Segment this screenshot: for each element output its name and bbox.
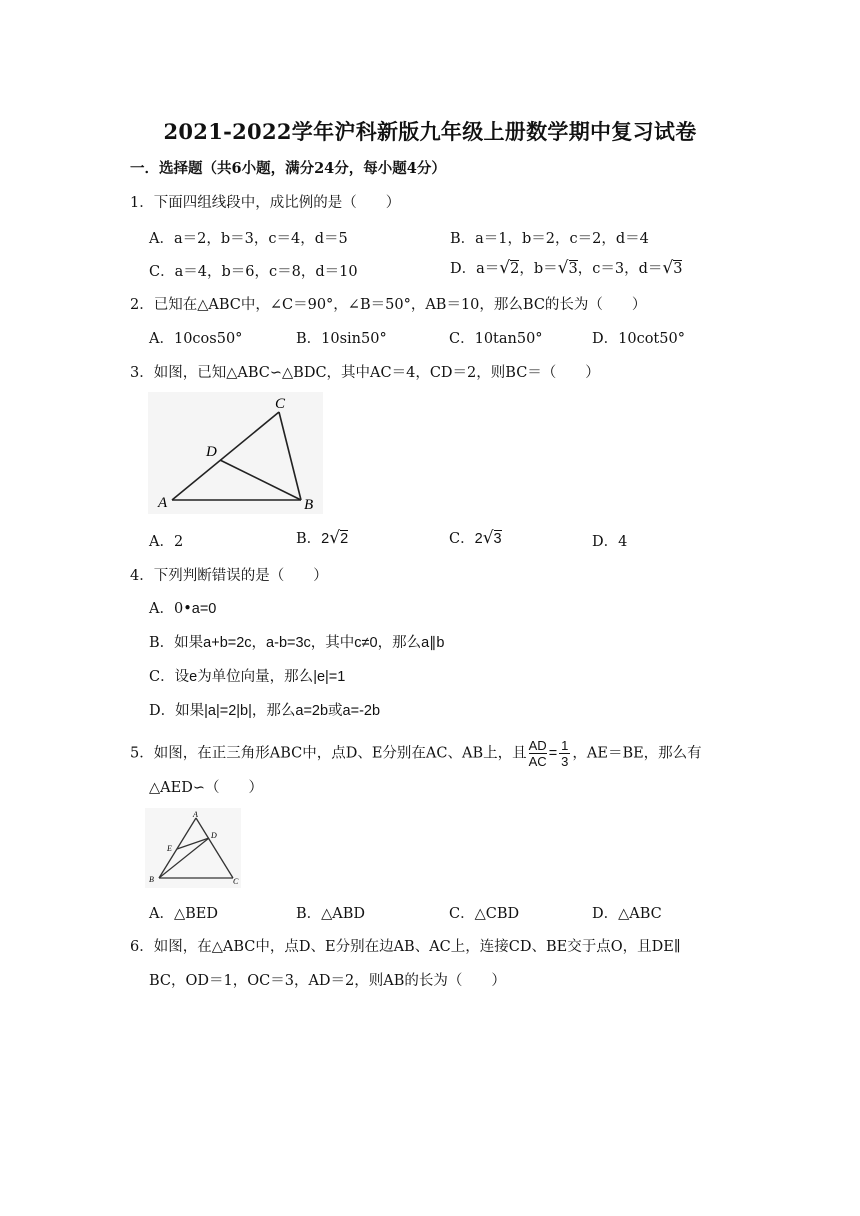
equals-sign: =: [548, 745, 558, 762]
q1-d-c: ，c＝3，d＝: [577, 261, 663, 277]
q1-option-d: [450, 257, 682, 278]
fig-label-a: A: [158, 495, 168, 511]
q6-stem-line2: BC，OD＝1，OC＝3，AD＝2，则AB的长为（ ）: [149, 973, 506, 989]
option-text: D．如果: [149, 703, 205, 719]
q4-option-c: [149, 665, 345, 686]
fraction-denominator: AC: [528, 754, 547, 769]
fig-label-c: C: [233, 877, 239, 886]
sqrt-sign: √: [499, 258, 511, 278]
vector-expr: |a|=2|b|: [204, 703, 252, 719]
q5-option-c: C．△CBD: [449, 906, 520, 922]
q4-option-a: [149, 597, 216, 618]
option-letter: B．: [296, 531, 322, 547]
sqrt-sign: √: [482, 528, 494, 548]
q2-option-b: B．10sin50°: [296, 331, 387, 347]
sqrt-sign: √: [557, 258, 569, 278]
vector-expr: |e|=1: [313, 669, 346, 685]
separator: ，: [251, 635, 267, 651]
vector-expr: a+b=2c: [203, 635, 252, 651]
q5-stem-line1: [130, 738, 702, 769]
vector-expr: a=2b: [295, 703, 329, 719]
q5-option-d: D．△ABC: [592, 906, 662, 922]
vector-expr: e: [189, 669, 198, 685]
vector-expr: a-b=3c: [266, 635, 311, 651]
q1-option-a: A．a＝2，b＝3，c＝4，d＝5: [149, 231, 348, 247]
sqrt-radicand: 3: [568, 261, 578, 277]
fraction-denominator: 3: [561, 754, 569, 769]
vector-expr: a=0: [191, 601, 217, 617]
sqrt-sign: √: [662, 258, 674, 278]
fig-label-d: D: [206, 444, 217, 460]
fraction-ad-ac: [529, 738, 547, 769]
fraction-numerator: 1: [561, 738, 569, 753]
q5-option-a: A．△BED: [149, 906, 218, 922]
fig-label-c: C: [275, 396, 286, 412]
q4-option-b: [149, 631, 444, 652]
vector-expr: c≠0: [354, 635, 378, 651]
option-text: C．设: [149, 669, 190, 685]
q1-d-prefix: D．a＝: [450, 261, 500, 277]
q4-stem: 4．下列判断错误的是（ ）: [130, 568, 328, 584]
sqrt-radicand: 3: [493, 531, 502, 547]
q5-option-b: B．△ABD: [296, 906, 366, 922]
option-text: ，那么: [377, 635, 422, 651]
q2-option-a: A．10cos50°: [149, 331, 243, 347]
option-text: B．如果: [149, 635, 204, 651]
q1-d-b: ，b＝: [519, 261, 558, 277]
q3-option-a: A．2: [149, 534, 184, 550]
fig-label-b: B: [304, 497, 314, 513]
q4-option-d: [149, 699, 380, 720]
q6-stem-line1: 6．如图，在△ABC中，点D、E分别在边AB、AC上，连接CD、BE交于点O，且DE∥: [130, 939, 681, 955]
option-text: ，那么: [251, 703, 296, 719]
q1-option-b: B．a＝1，b＝2，c＝2，d＝4: [450, 231, 649, 247]
fig-label-d: D: [211, 831, 217, 840]
q2-option-d: D．10cot50°: [592, 331, 685, 347]
q5-stem-line2: △AED∽（ ）: [149, 780, 263, 796]
fig-label-a: A: [193, 810, 198, 819]
sqrt-radicand: 3: [673, 261, 683, 277]
option-text: 或: [328, 703, 343, 719]
q3-triangle-figure: [148, 392, 323, 514]
q2-option-c: C．10tan50°: [449, 331, 543, 347]
q3-option-b: [296, 527, 348, 548]
q1-option-c: C．a＝4，b＝6，c＝8，d＝10: [149, 264, 358, 280]
stem-text: 5．如图，在正三角形ABC中，点D、E分别在AC、AB上，且: [130, 745, 527, 762]
fig-label-e: E: [167, 844, 172, 853]
fraction-one-third: [559, 738, 570, 769]
coefficient: 2: [321, 531, 330, 547]
fig-label-b: B: [149, 875, 154, 884]
option-letter: C．: [449, 531, 475, 547]
vector-expr: a=-2b: [342, 703, 381, 719]
option-text: A．0•: [149, 601, 192, 617]
q2-stem: 2．已知在△ABC中，∠C＝90°，∠B＝50°，AB＝10，那么BC的长为（ ）: [130, 297, 647, 313]
q5-triangle-figure: [145, 808, 241, 888]
vector-expr: a∥b: [421, 635, 445, 651]
sqrt-radicand: 2: [510, 261, 520, 277]
q3-stem: 3．如图，已知△ABC∽△BDC，其中AC＝4，CD＝2，则BC＝（ ）: [130, 365, 600, 381]
fraction-numerator: AD: [528, 738, 547, 753]
q3-option-d: D．4: [592, 534, 628, 550]
sqrt-radicand: 2: [340, 531, 349, 547]
page-title: 2021-2022学年沪科新版九年级上册数学期中复习试卷: [163, 119, 697, 144]
section-heading: 一．选择题（共6小题，满分24分，每小题4分）: [130, 160, 446, 177]
q3-option-c: [449, 527, 502, 548]
option-text: 为单位向量，那么: [197, 669, 314, 685]
option-text: ，其中: [310, 635, 355, 651]
sqrt-sign: √: [329, 528, 341, 548]
q1-stem: 1．下面四组线段中，成比例的是（ ）: [130, 195, 401, 211]
coefficient: 2: [474, 531, 483, 547]
stem-text: ，AE＝BE，那么有: [572, 745, 702, 762]
